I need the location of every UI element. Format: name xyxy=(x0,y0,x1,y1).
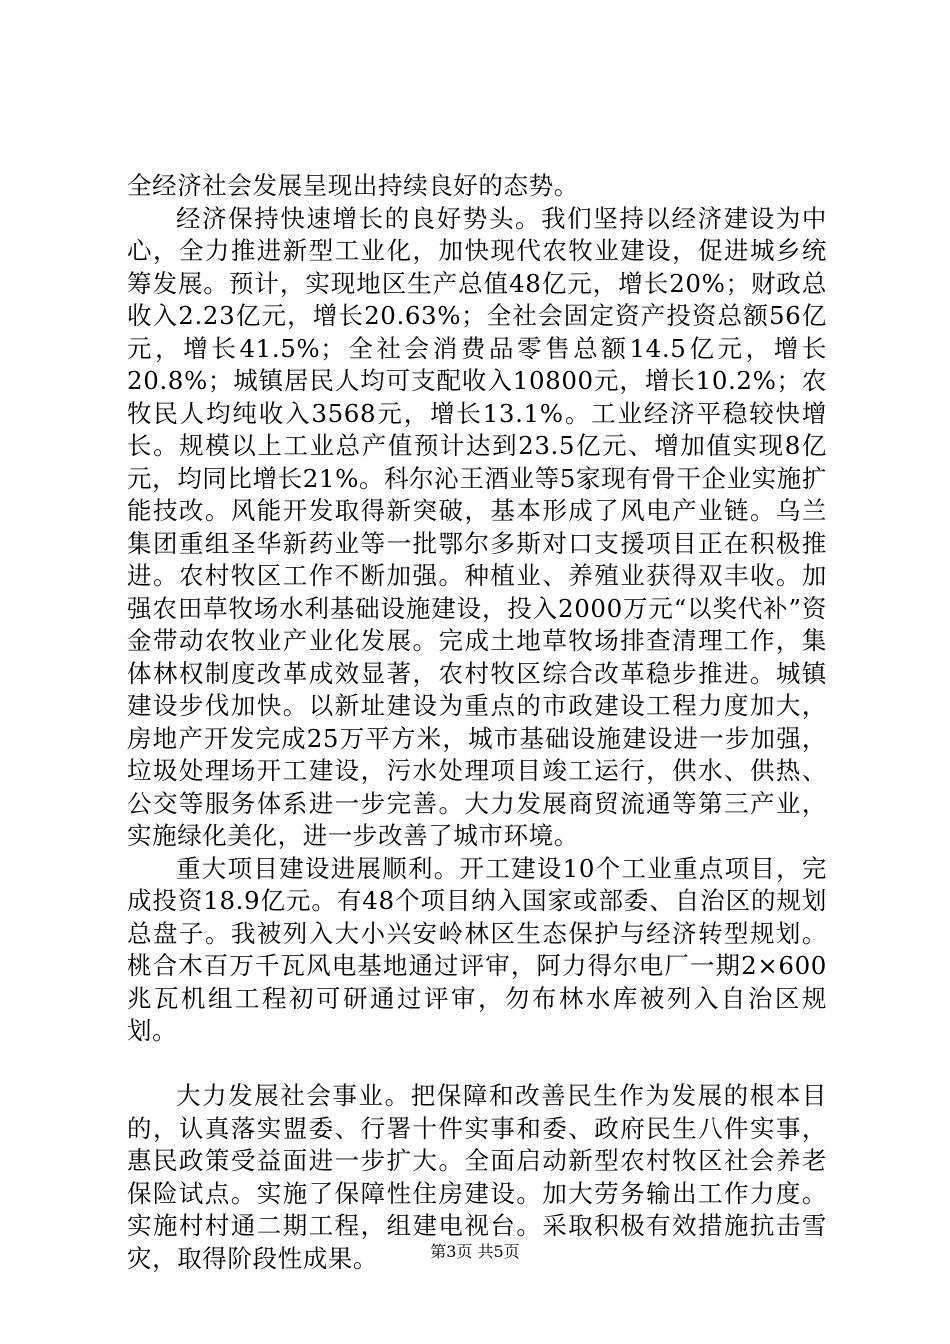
paragraph-social-affairs: 大力发展社会事业。把保障和改善民生作为发展的根本目的，认真落实盟委、行署十件实事和委、政府民生八件实事，惠民政策受益面进一步扩大。全面启动新型农村牧区社会养老保险试点。实施了保障性住房建设。加大劳务输出工作力度。实施村村通二期工程，组建电视台。采取积极有效措施抗击雪灾，取得阶段性成果。 xyxy=(127,1081,827,1273)
paragraph-continuation: 全经济社会发展呈现出持续良好的态势。 xyxy=(127,171,579,200)
paragraph-economic-growth: 经济保持快速增长的良好势头。我们坚持以经济建设为中心，全力推进新型工业化，加快现代农牧业建设，促进城乡统筹发展。预计，实现地区生产总值48亿元，增长20%；财政总收入2.23亿元，增长20.63%；全社会固定资产投资总额56亿元，增长41.5%；全社会消费品零售总额14.5亿元，增长20.8%；城镇居民人均可支配收入10800元，增长10.2%；农牧民人均纯收入3568元，增长13.1%。工业经济平稳较快增长。规模以上工业总产值预计达到23.5亿元、增加值实现8亿元，均同比增长21%。科尔沁王酒业等5家现有骨干企业实施扩能技改。风能开发取得新突破，基本形成了风电产业链。乌兰集团重组圣华新药业等一批鄂尔多斯对口支援项目正在积极推进。农村牧区工作不断加强。种植业、养殖业获得双丰收。加强农田草牧场水利基础设施建设，投入2000万元“以奖代补”资金带动农牧业产业化发展。完成土地草牧场排查清理工作，集体林权制度改革成效显著，农村牧区综合改革稳步推进。城镇建设步伐加快。以新址建设为重点的市政建设工程力度加大，房地产开发完成25万平方米，城市基础设施建设进一步加强，垃圾处理场开工建设，污水处理项目竣工运行，供水、供热、公交等服务体系进一步完善。大力发展商贸流通等第三产业，实施绿化美化，进一步改善了城市环境。 xyxy=(127,203,827,850)
page-footer xyxy=(0,1242,950,1262)
paragraph-major-projects: 重大项目建设进展顺利。开工建设10个工业重点项目，完成投资18.9亿元。有48个项目纳入国家或部委、自治区的规划总盘子。我被列入大小兴安岭林区生态保护与经济转型规划。桃合木百万千瓦风电基地通过评审，阿力得尔电厂一期2×600兆瓦机组工程初可研通过评审，勿布林水库被列入自治区规划。 xyxy=(127,853,827,1045)
document-body xyxy=(127,170,827,1275)
paragraph-gap xyxy=(127,1048,827,1081)
page-number-label: 第3页 共5页 xyxy=(430,1242,520,1261)
